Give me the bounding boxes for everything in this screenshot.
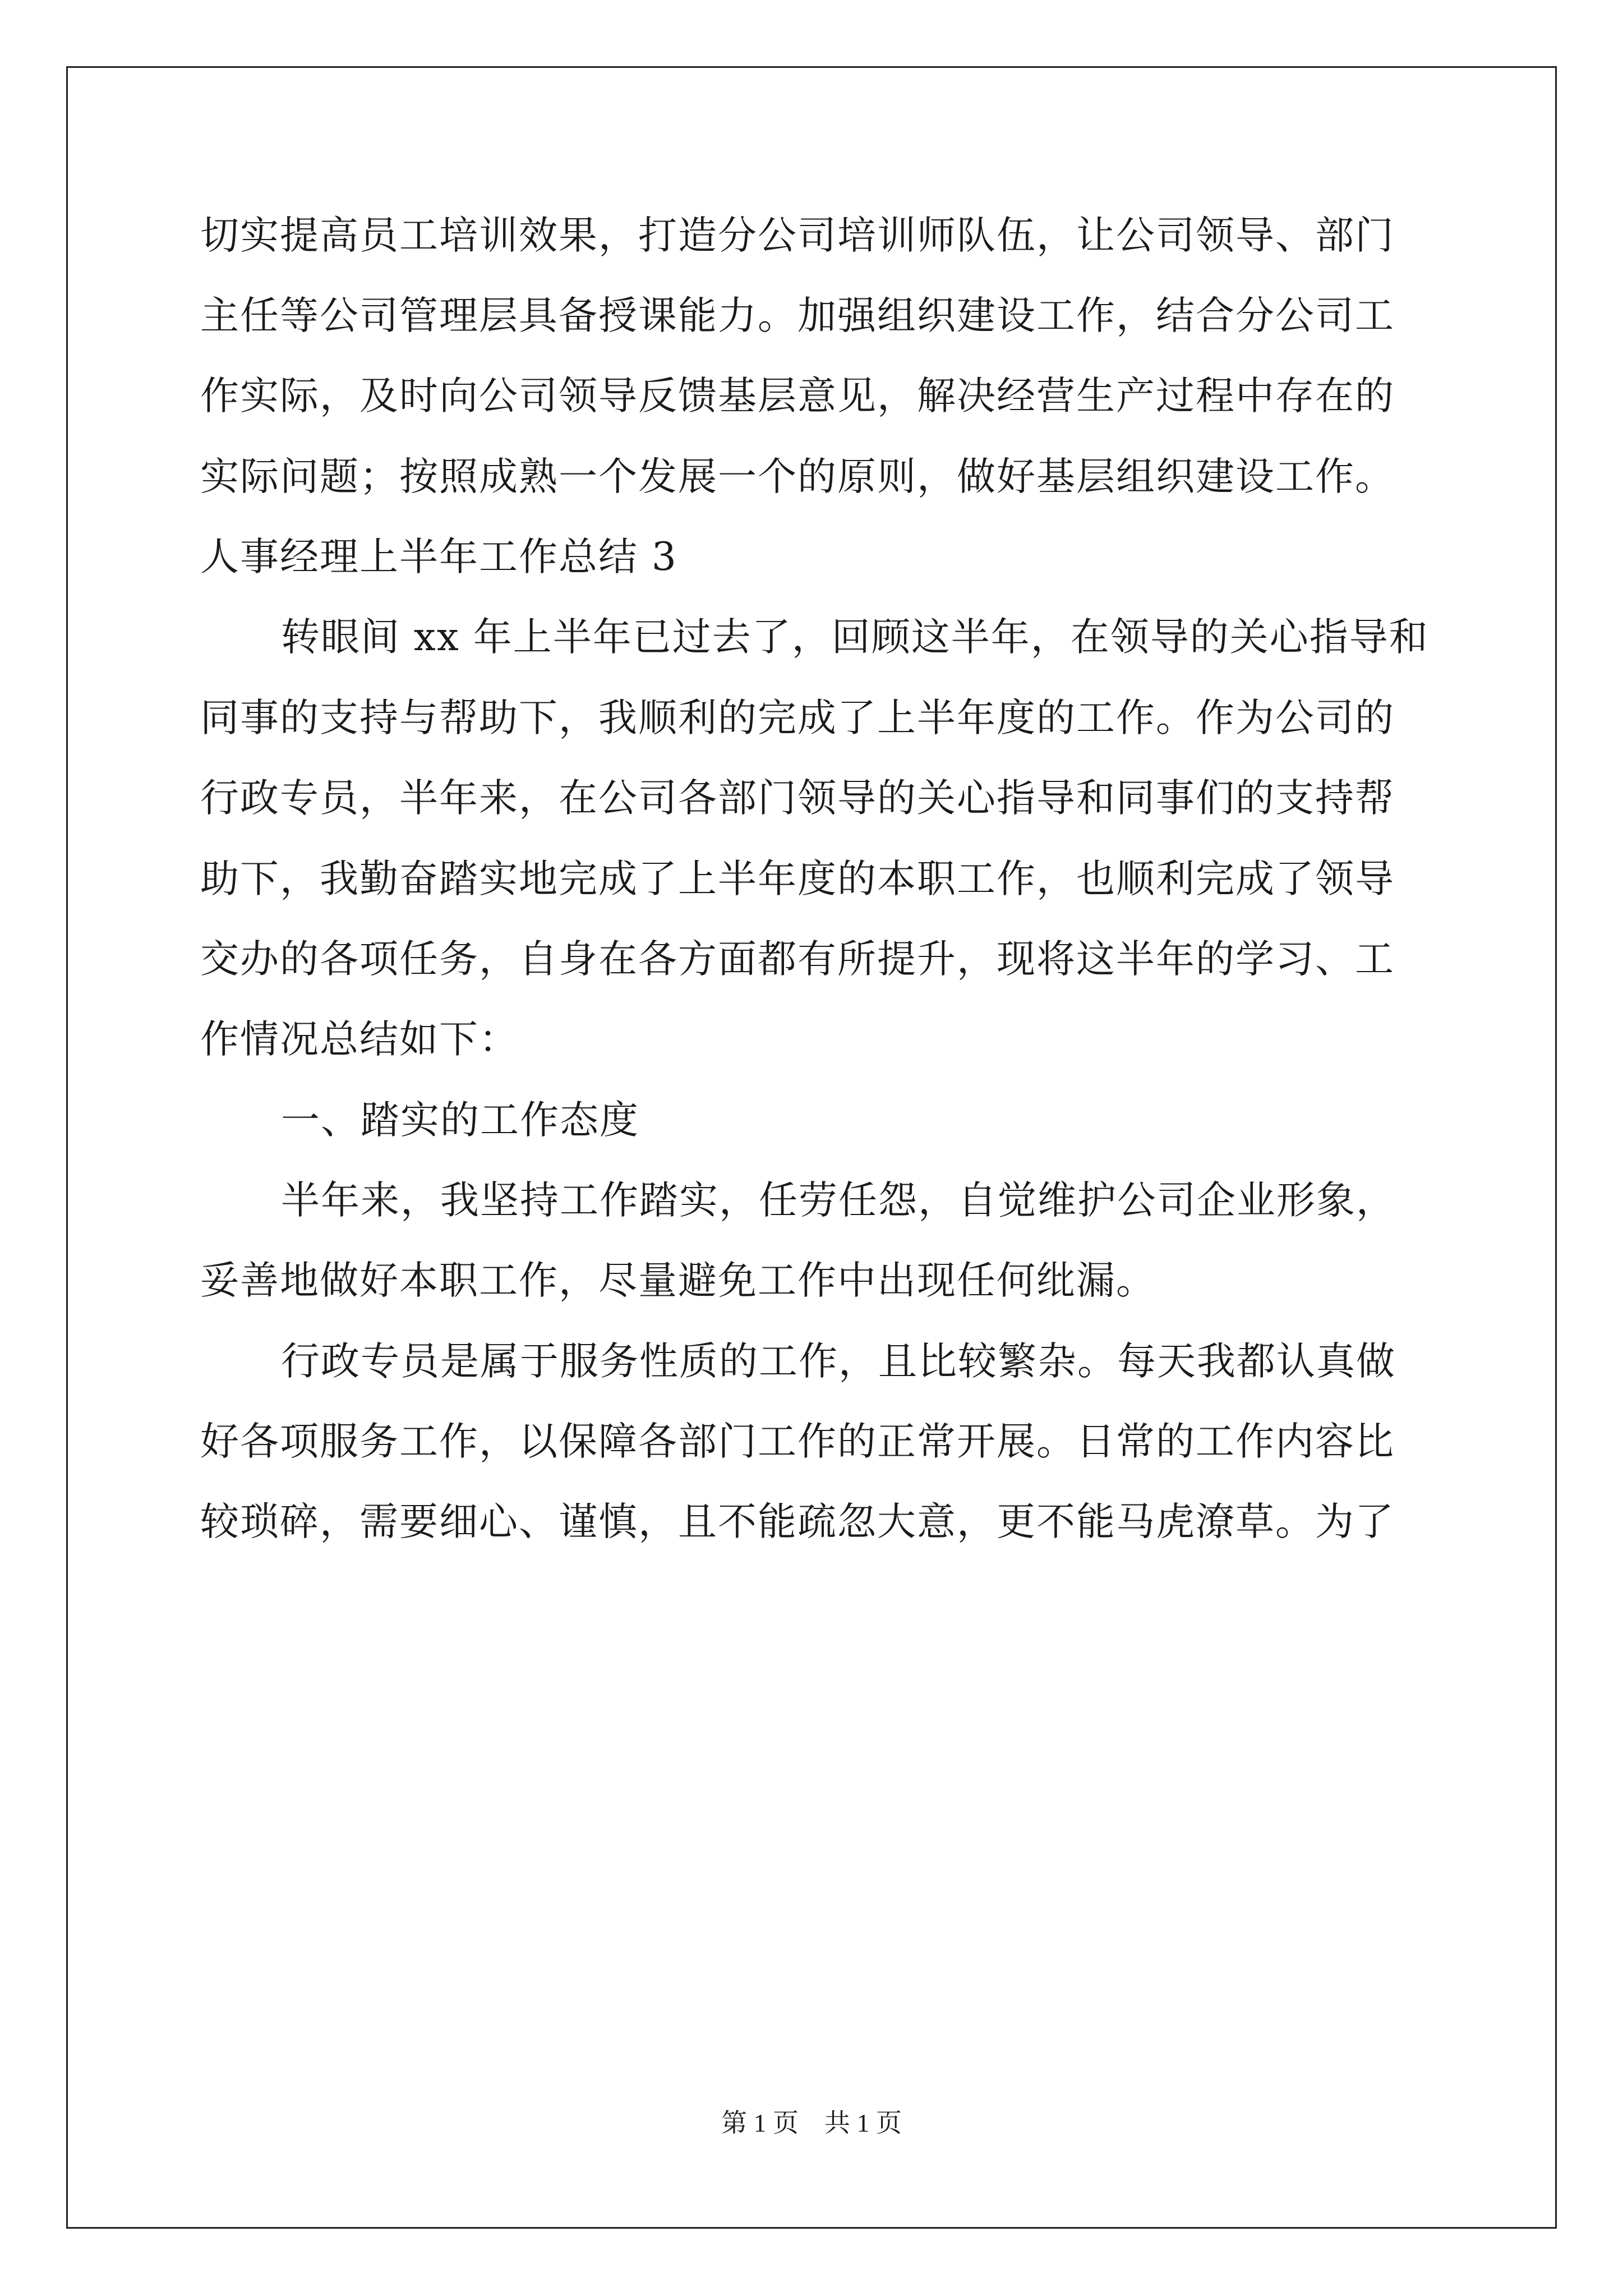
- text-line: 切实提高员工培训效果，打造分公司培训师队伍，让公司领导、部门: [200, 213, 1395, 258]
- section-title: 人事经理上半年工作总结 3: [200, 535, 677, 579]
- subsection-heading: 一、踏实的工作态度: [281, 1098, 639, 1143]
- text-line: 实际问题；按照成熟一个发展一个的原则，做好基层组织建设工作。: [200, 454, 1395, 499]
- text-line: 主任等公司管理层具备授课能力。加强组织建设工作，结合分公司工: [200, 293, 1395, 338]
- paragraph-start: 半年来，我坚持工作踏实，任劳任怨，自觉维护公司企业形象，: [281, 1178, 1396, 1223]
- text-line: 好各项服务工作，以保障各部门工作的正常开展。日常的工作内容比: [200, 1419, 1395, 1464]
- text-line: 行政专员，半年来，在公司各部门领导的关心指导和同事们的支持帮: [200, 776, 1395, 821]
- text-line: 助下，我勤奋踏实地完成了上半年度的本职工作，也顺利完成了领导: [200, 857, 1395, 901]
- text-line: 同事的支持与帮助下，我顺利的完成了上半年度的工作。作为公司的: [200, 696, 1395, 740]
- paragraph-start: 行政专员是属于服务性质的工作，且比较繁杂。每天我都认真做: [281, 1339, 1396, 1384]
- text-line: 较琐碎，需要细心、谨慎，且不能疏忽大意，更不能马虎潦草。为了: [200, 1499, 1395, 1544]
- paragraph-start: 转眼间 xx 年上半年已过去了，回顾这半年，在领导的关心指导和: [281, 615, 1429, 660]
- text-line: 交办的各项任务，自身在各方面都有所提升，现将这半年的学习、工: [200, 937, 1395, 982]
- text-line: 作情况总结如下：: [200, 1017, 519, 1062]
- text-line: 作实际，及时向公司领导反馈基层意见，解决经营生产过程中存在的: [200, 374, 1395, 418]
- text-line: 妥善地做好本职工作，尽量避免工作中出现任何纰漏。: [200, 1258, 1156, 1303]
- page-number-footer: 第 1 页 共 1 页: [721, 2109, 902, 2137]
